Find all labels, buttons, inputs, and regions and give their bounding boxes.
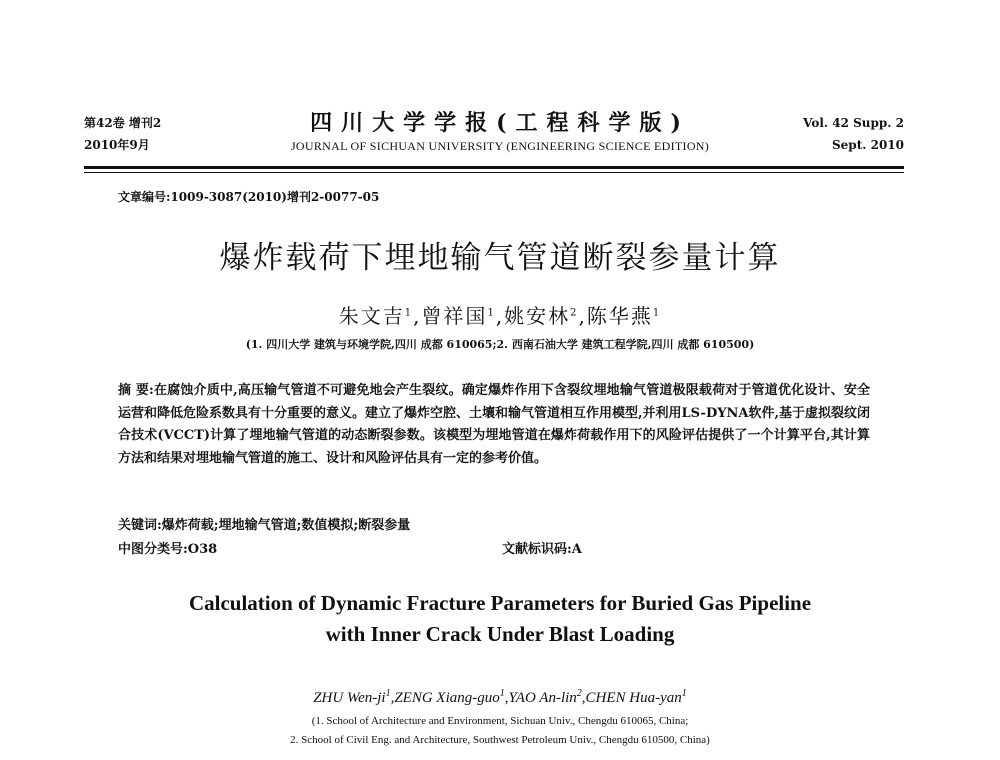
author-en: ZHU Wen-$ji^1$, bbox=[313, 688, 395, 706]
journal-title-en: JOURNAL OF SICHUAN UNIVERSITY (ENGINEERING SCIENCE EDITION) bbox=[290, 139, 710, 153]
author-cn: 曾祥国$^1$, bbox=[421, 304, 505, 328]
abstract-text: 在腐蚀介质中,高压输气管道不可避免地会产生裂纹。确定爆炸作用下含裂纹埋地输气管道极限载荷对于管道优化设计、安全运营和降低危险系数具有十分重要的意义。建立了爆炸空腔、土壤和输气管道相互作用模型,并利用LS-DYNA软件,基于虚拟裂纹闭合技术(VCCT)计算了埋地输气管道的动态断裂参数。该模型为埋地管道在爆炸荷载作用下的风险评估提供了一个计算平台,其计算方法和结果对埋地输气管道的施工、设计和风险评估具有一定的参考价值。 bbox=[118, 383, 871, 466]
author-cn: 陈华燕$^1$ bbox=[586, 304, 662, 328]
title-en bbox=[0, 588, 1000, 650]
volume-cn: 第42卷 增刊2 bbox=[84, 116, 162, 130]
title-cn: 爆炸载荷下埋地输气管道断裂参量计算 bbox=[219, 240, 781, 276]
author-cn: 姚安林$^2$, bbox=[504, 304, 587, 328]
authors-cn bbox=[0, 300, 1000, 329]
header-rule-thick bbox=[84, 166, 904, 169]
author-en: ZENG Xiang-guo$^1$, bbox=[394, 688, 509, 706]
author-en: CHEN Hua-yan$^1$ bbox=[585, 688, 687, 706]
title-en-line-2: with Inner Crack Under Blast Loading bbox=[325, 622, 675, 646]
date-en: Sept. 2010 bbox=[832, 138, 904, 152]
authors-en bbox=[0, 688, 1000, 707]
affiliation-cn: (1. 四川大学 建筑与环境学院,四川 成都 610065;2. 西南石油大学 建筑工程学院,四川 成都 610500) bbox=[245, 338, 755, 351]
document-code: 文献标识码:A bbox=[502, 542, 582, 557]
article-number: 文章编号:1009-3087(2010)增刊2-0077-05 bbox=[118, 190, 380, 204]
header-rule-thin bbox=[84, 172, 904, 173]
affiliation-en-line-1: (1. School of Architecture and Environment, Sichuan Univ., Chengdu 610065, China; bbox=[311, 715, 689, 727]
abstract bbox=[118, 380, 870, 470]
abstract-label: 摘 要: bbox=[118, 383, 154, 398]
author-en: YAO An-lin$^2$, bbox=[508, 688, 586, 706]
author-cn: 朱文吉$^1$, bbox=[338, 304, 422, 328]
header-right bbox=[803, 112, 904, 156]
clc-number: 中图分类号:O38 bbox=[118, 542, 218, 557]
keywords: 关键词:爆炸荷载;埋地输气管道;数值模拟;断裂参量 bbox=[118, 518, 411, 533]
affiliation-en bbox=[0, 712, 1000, 750]
date-cn: 2010年9月 bbox=[84, 138, 150, 152]
affiliation-en-line-2: 2. School of Civil Eng. and Architecture, Southwest Petroleum Univ., Chengdu 610500, China) bbox=[290, 734, 710, 746]
journal-title-cn: 四川大学学报(工程科学版) bbox=[310, 110, 690, 136]
volume-en: Vol. 42 Supp. 2 bbox=[803, 116, 904, 130]
title-en-line-1: Calculation of Dynamic Fracture Parameters for Buried Gas Pipeline bbox=[188, 591, 812, 615]
